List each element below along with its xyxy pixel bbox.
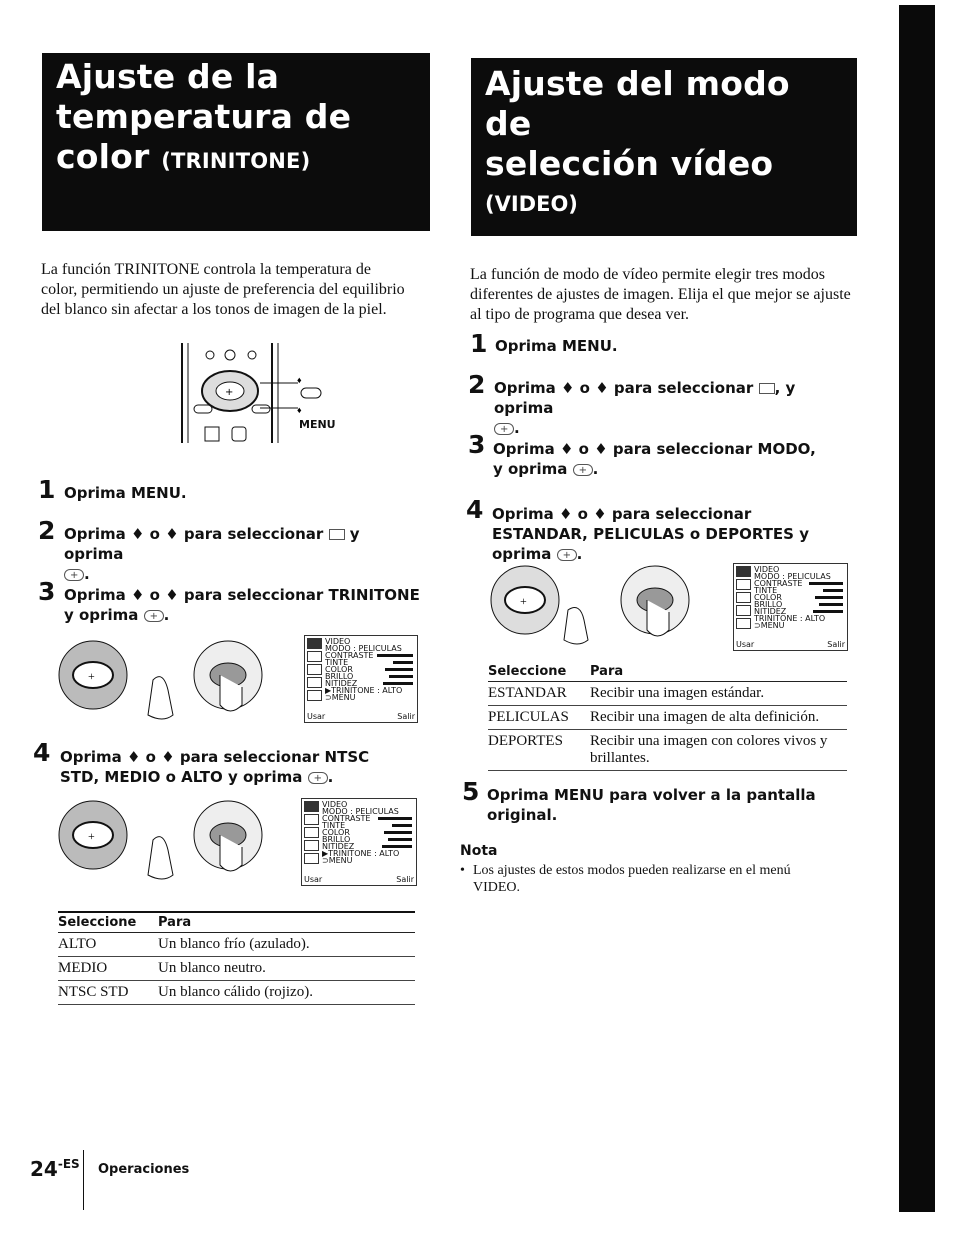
hand-pressing-icon [490,565,700,650]
enter-button-icon [573,464,593,476]
svg-text:♦: ♦ [297,405,302,415]
table-row: ESTANDAR Recibir una imagen estándar. [488,682,847,706]
left-step4-text: Oprima ♦ o ♦ para seleccionar NTSC STD, MEDIO o ALTO y oprima + . [60,747,405,787]
enter-button-icon [494,423,514,435]
right-step2-number: 2 [468,370,486,399]
picture-icon [307,638,322,649]
right-selection-table [488,662,847,771]
left-title-color: color [56,137,150,176]
hand-pressing-icon [58,640,278,722]
left-step3-text: Oprima ♦ o ♦ para seleccionar TRINITONE y oprima + . [64,585,424,625]
timer-icon [304,827,319,838]
remote-pad-illustration-2 [58,800,278,885]
left-section-header [42,53,430,231]
svg-text:+: + [225,387,234,398]
page-number: $24^{-ES}$ [30,1157,80,1181]
remote-icon [180,343,340,448]
preset-icon [304,840,319,851]
right-title-line2: selección vídeo [485,144,774,183]
left-title-line1: Ajuste de la [56,57,280,96]
svg-text:+: + [520,594,527,608]
left-step2-text: Oprima ♦ o ♦ para seleccionar y oprima +. [64,524,424,584]
timer-icon [307,664,322,675]
sound-icon [304,814,319,825]
right-title-line1: Ajuste del modo de [485,64,790,143]
right-step4-number: 4 [466,495,484,524]
picture-icon [304,801,319,812]
tv-menu-screen-1: VIDEO MODO : PELICULAS CONTRASTE TINTE COLOR BRILLO NITIDEZ ▶TRINITONE : ALTO ⊃MENU Usar Salir [304,635,418,723]
left-step3-number: 3 [38,577,56,606]
right-step2-text: Oprima ♦ o ♦ para seleccionar , y oprima +. [494,378,854,438]
svg-text:+: + [88,829,95,843]
footer-divider [83,1150,84,1210]
preset-icon [307,677,322,688]
timer-icon [736,592,751,603]
left-selection-table [58,911,415,1005]
sound-icon [736,579,751,590]
right-intro: La función de modo de vídeo permite elegir tres modos diferentes de ajustes de imagen. Elija el que mejor se ajuste al tipo de programa que desea ver. [470,266,851,323]
left-step1-text: Oprima MENU. [64,484,187,502]
left-title-line3 [56,137,416,181]
left-title-trinitone: (TRINITONE) [161,149,311,173]
table-header-seleccione: Seleccione [58,912,158,933]
right-section-header [471,58,857,236]
right-step3-number: 3 [468,430,486,459]
remote-pad-illustration-1 [58,640,278,722]
table-row: NTSC STD Un blanco cálido (rojizo). [58,981,415,1005]
setup-icon [307,690,322,701]
sound-icon [307,651,322,662]
right-step3-text: Oprima ♦ o ♦ para seleccionar MODO, y oprima + . [493,439,828,479]
enter-button-icon [557,549,577,561]
page-edge-bar [899,5,935,1212]
right-step4-text: Oprima ♦ o ♦ para seleccionar ESTANDAR, PELICULAS o DEPORTES y oprima + . [492,504,837,564]
left-step1-number: 1 [38,475,56,504]
svg-text:+: + [88,669,95,683]
preset-icon [736,605,751,616]
footer-section: Operaciones [98,1162,190,1177]
remote-menu-label: MENU [299,418,336,431]
tv-menu-screen-2: VIDEO MODO : PELICULAS CONTRASTE TINTE COLOR BRILLO NITIDEZ ▶TRINITONE : ALTO ⊃MENU Usar Salir [301,798,417,886]
table-header-seleccione: Seleccione [488,662,590,682]
left-step4-number: 4 [33,738,51,767]
right-step1-number: 1 [470,329,488,358]
setup-icon [736,618,751,629]
table-row: MEDIO Un blanco neutro. [58,957,415,981]
remote-pad-illustration-3 [490,565,700,650]
note-title: Nota [460,843,498,859]
left-title-line2: temperatura de [56,97,352,136]
bullet-icon: • [460,863,465,878]
video-menu-icon [759,383,775,394]
left-step2-number: 2 [38,516,56,545]
remote-control-illustration [180,343,340,448]
table-row: DEPORTES Recibir una imagen con colores vivos y brillantes. [488,730,847,771]
tv-menu-screen-3: VIDEO MODO : PELICULAS CONTRASTE TINTE COLOR BRILLO NITIDEZ TRINITONE : ALTO ⊃MENU Usar Salir [733,563,848,651]
note-text: • Los ajustes de estos modos pueden realizarse en el menú VIDEO. [460,863,791,895]
table-row: ALTO Un blanco frío (azulado). [58,933,415,957]
video-menu-icon [329,529,345,540]
hand-pressing-icon [58,800,278,885]
enter-button-icon [308,772,328,784]
left-intro: La función TRINITONE controla la temperatura de color, permitiendo un ajuste de preferencia del equilibrio del blanco sin afectar a los tonos de imagen de la piel. [41,261,405,318]
table-row: PELICULAS Recibir una imagen de alta definición. [488,706,847,730]
svg-text:♦: ♦ [297,375,302,385]
right-step5-number: 5 [462,777,480,806]
picture-icon [736,566,751,577]
enter-button-icon [144,610,164,622]
table-header-para: Para [590,662,847,682]
table-header-para: Para [158,912,415,933]
right-title-sub: (VIDEO) [485,192,578,216]
enter-button-icon [64,569,84,581]
setup-icon [304,853,319,864]
right-step1-text: Oprima MENU. [495,337,618,355]
right-step5-text: Oprima MENU para volver a la pantalla original. [487,786,816,824]
